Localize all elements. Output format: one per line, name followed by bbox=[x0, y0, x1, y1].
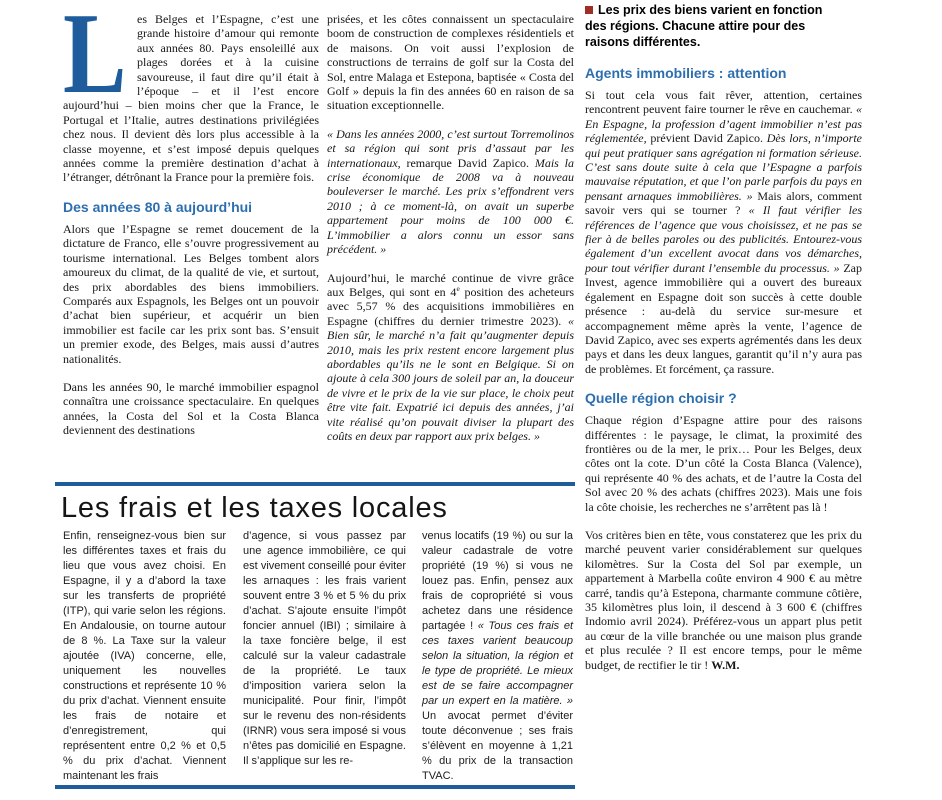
local-column-3: venus locatifs (19 %) ou sur la valeur cadastrale de votre propriété (19 %) si vous ne louez pas. Enfin, pensez aux frais de copropriété si vous achetez dans une résidence partagée ! « Tous ces frais et ces taxes varient beaucoup selon la situation, la région et le type de propriété. Le mieux est de se faire accompagner par un expert en la matière. » Un avocat permet d’éviter toute déconvenue ; ses frais s’élèvent en moyenne à 1,21 % du prix de la transaction TVAC. bbox=[422, 530, 574, 782]
local-section-headline: Les frais et les taxes locales bbox=[61, 492, 448, 524]
section-rule-bottom bbox=[55, 785, 575, 789]
paragraph: Alors que l’Espagne se remet doucement de la dictature de Franco, elle s’ouvre progressivement au tourisme international. Les Belges tombent alors amoureux du climat, de la qualité de vie, et surtout, des prix abordables des biens immobiliers. Comparés aux Espagnols, les Belges ont un pouvoir d’achat bien supérieur, et acquérir un bien immobilier est facile car les prix sont bas. S’ensuit un premier exode, des Belges, mais aussi d’autres nationalités. bbox=[63, 221, 319, 366]
article-column-2 bbox=[327, 12, 574, 457]
paragraph: Dans les années 90, le marché immobilier espagnol connaîtra une croissance spectaculaire. En quelques années, la Costa del Sol et la Costa Blanca deviennent des destinations bbox=[63, 379, 319, 438]
intro-paragraph bbox=[63, 0, 319, 185]
intro-text: es Belges et l’Espagne, c’est une grande histoire d’amour qui remonte aux années 80. Pays ensoleillé aux plages dorées et à la cuisine savoureuse, il faut dire qu’il était à l’époque – et il l’est encore aujourd’hui – bien moins cher que la France, le Portugal et l’Italie, autres destinations privilégiées chez nous. Il devient dès lors plus accessible à la classe moyenne, et s’est imposé depuis quelques années comme la première destination d’achat à l’étranger, détrônant la France pour la première fois. bbox=[63, 12, 319, 185]
paragraph: Si tout cela vous fait rêver, attention, certaines rencontrent peuvent faire tourner le rêve en cauchemar. « En Espagne, la profession d’agent immobilier n’est pas réglementée, prévient David Zapico. Dès lors, n’importe qui peut pratiquer sans agrégation ni formation sérieuse. C’est sans doute suite à cela que l’Espagne a parfois mauvaise réputation, et que l’on parle parfois du pays en pensant arnaques immobilières. » Mais alors, comment savoir vers qui se tourner ? « Il faut vérifier les références de l’agence que vous choisissez, et ne pas se fier à de belles paroles ou des publicités. Entourez-vous également d’un excellent avocat dans vos démarches, pour tout vérifier durant l’ensemble du processus. » Zap Invest, agence immobilière qui a ouvert des bureaux également en Espagne doit son succès à cette double présence : au-delà du service sur-mesure et accompagnement même après la vente, l’agence de David Zapico, avec ses experts agrémentés dans les deux pays et dans les deux langues, garantit qu’il n’y aura pas de problèmes. Et forcément, ça rassure. bbox=[585, 88, 863, 376]
standfirst-text: Les prix des biens varient en fonction des régions. Chacune attire pour des raisons différentes. bbox=[585, 3, 823, 49]
local-column-2: d’agence, si vous passez par une agence immobilière, ce qui est vivement conseillé pour éviter les arnaques : les frais varient souvent entre 3 % et 5 % du prix d’achat. S’ajoute ensuite l’impôt foncier annuel (IBI) ; similaire à la taxe foncière belge, il est calculé sur la valeur cadastrale de la propriété. Le taux d’imposition variera selon la municipalité. Pour finir, l’impôt sur le revenu des non-résidents (IRNR) vous sera imposé si vous n’êtes pas domicilié en Espagne. Il s’applique sur les re- bbox=[243, 530, 406, 767]
red-square-icon bbox=[585, 6, 593, 14]
drop-cap-letter: L bbox=[63, 0, 127, 118]
paragraph: Aujourd’hui, le marché continue de vivre grâce aux Belges, qui sont en 4e position des acheteurs avec 5,57 % des acquisitions immobilières en Espagne (chiffres du dernier trimestre 2023). « Bien sûr, le marché n’a fait qu’augmenter depuis 2010, mais les prix restent encore largement plus abordables qu’ils ne le sont en Belgique. Si on ajoute à cela 300 jours de soleil par an, la douceur de vivre et le prix de la vie sur place, le choix peut être vite fait. Expatrié ici depuis des années, j’ai vite réalisé qu’on pouvait diviser la plupart des coûts en deux par rapport aux prix belges. » bbox=[327, 270, 574, 443]
paragraph: prisées, et les côtes connaissent un spectaculaire boom de construction de complexes résidentiels et de maisons. On voit aussi l’explosion de constructions de terrains de golf sur la Costa del Sol, entre Malaga et Estepona, baptisée « Costa del Golf » depuis la fin des années 60 en raison de sa situation exceptionnelle. bbox=[327, 12, 574, 113]
article-column-1 bbox=[63, 0, 319, 452]
article-column-3 bbox=[585, 2, 862, 686]
standfirst bbox=[585, 2, 847, 50]
paragraph-with-byline: Vos critères bien en tête, vous constaterez que les prix du marché peuvent varier considérablement sur quelques kilomètres. Sur la Costa del Sol par exemple, un appartement à Marbella coûte environ 4 900 € au mètre carré, tandis qu’à Estepona, charmante commune côtière, 35 kilomètres plus loin, il descend à 3 600 € (chiffres Indomio avril 2024). Préférez-vous un appart plus petit au cœur de la ville branchée ou une maison plus grande et plus reculée ? Il est encore temps, pour le même budget, de rectifier le tir ! W.M. bbox=[585, 527, 862, 672]
section-heading-des-annees-80: Des années 80 à aujourd’hui bbox=[63, 198, 253, 215]
paragraph: Chaque région d’Espagne attire pour des raisons différentes : le paysage, le climat, la proximité des frontières ou de la mer, le prix… Pour les Belges, deux côtes ont la cote. D’un côté la Costa Blanca (Valence), qui représente 40 % des achats, et de l’autre la Costa del Sol avec 20 % des achats (chiffres 2023). Mais une fois la côte choisie, les recherches ne s’arrêtent pas là ! bbox=[585, 413, 862, 514]
section-heading-quelle-region: Quelle région choisir ? bbox=[585, 390, 737, 407]
section-rule-top bbox=[55, 482, 575, 486]
local-column-1: Enfin, renseignez-vous bien sur les différentes taxes et frais du lieu que vous avez choisi. En Espagne, il y a d’abord la taxe sur les transferts de propriété (ITP), qui varie selon les régions. En Andalousie, on tourne autour de 8 %. La Taxe sur la valeur ajoutée (IVA) concerne, elle, uniquement les nouvelles constructions et représente 10 % du prix d’achat. Viennent ensuite les frais de notaire et d’enregistrement, qui représentent entre 0,2 % et 0,5 % du prix d’achat. Viennent maintenant les frais bbox=[63, 530, 226, 782]
section-heading-agents-immobiliers: Agents immobiliers : attention bbox=[585, 65, 787, 81]
quote-paragraph: « Dans les années 2000, c’est surtout Torremolinos et sa région qui sont pris d’assaut par les internationaux, remarque David Zapico. Mais la crise économique de 2008 va à nouveau bouleverser le marché. Les prix s’effondrent vers 2010 ; à ce moment-là, on avait un superbe appartement pour moins de 100 000 €. L’immobilier a alors connu un essor sans précédent. » bbox=[327, 126, 574, 257]
